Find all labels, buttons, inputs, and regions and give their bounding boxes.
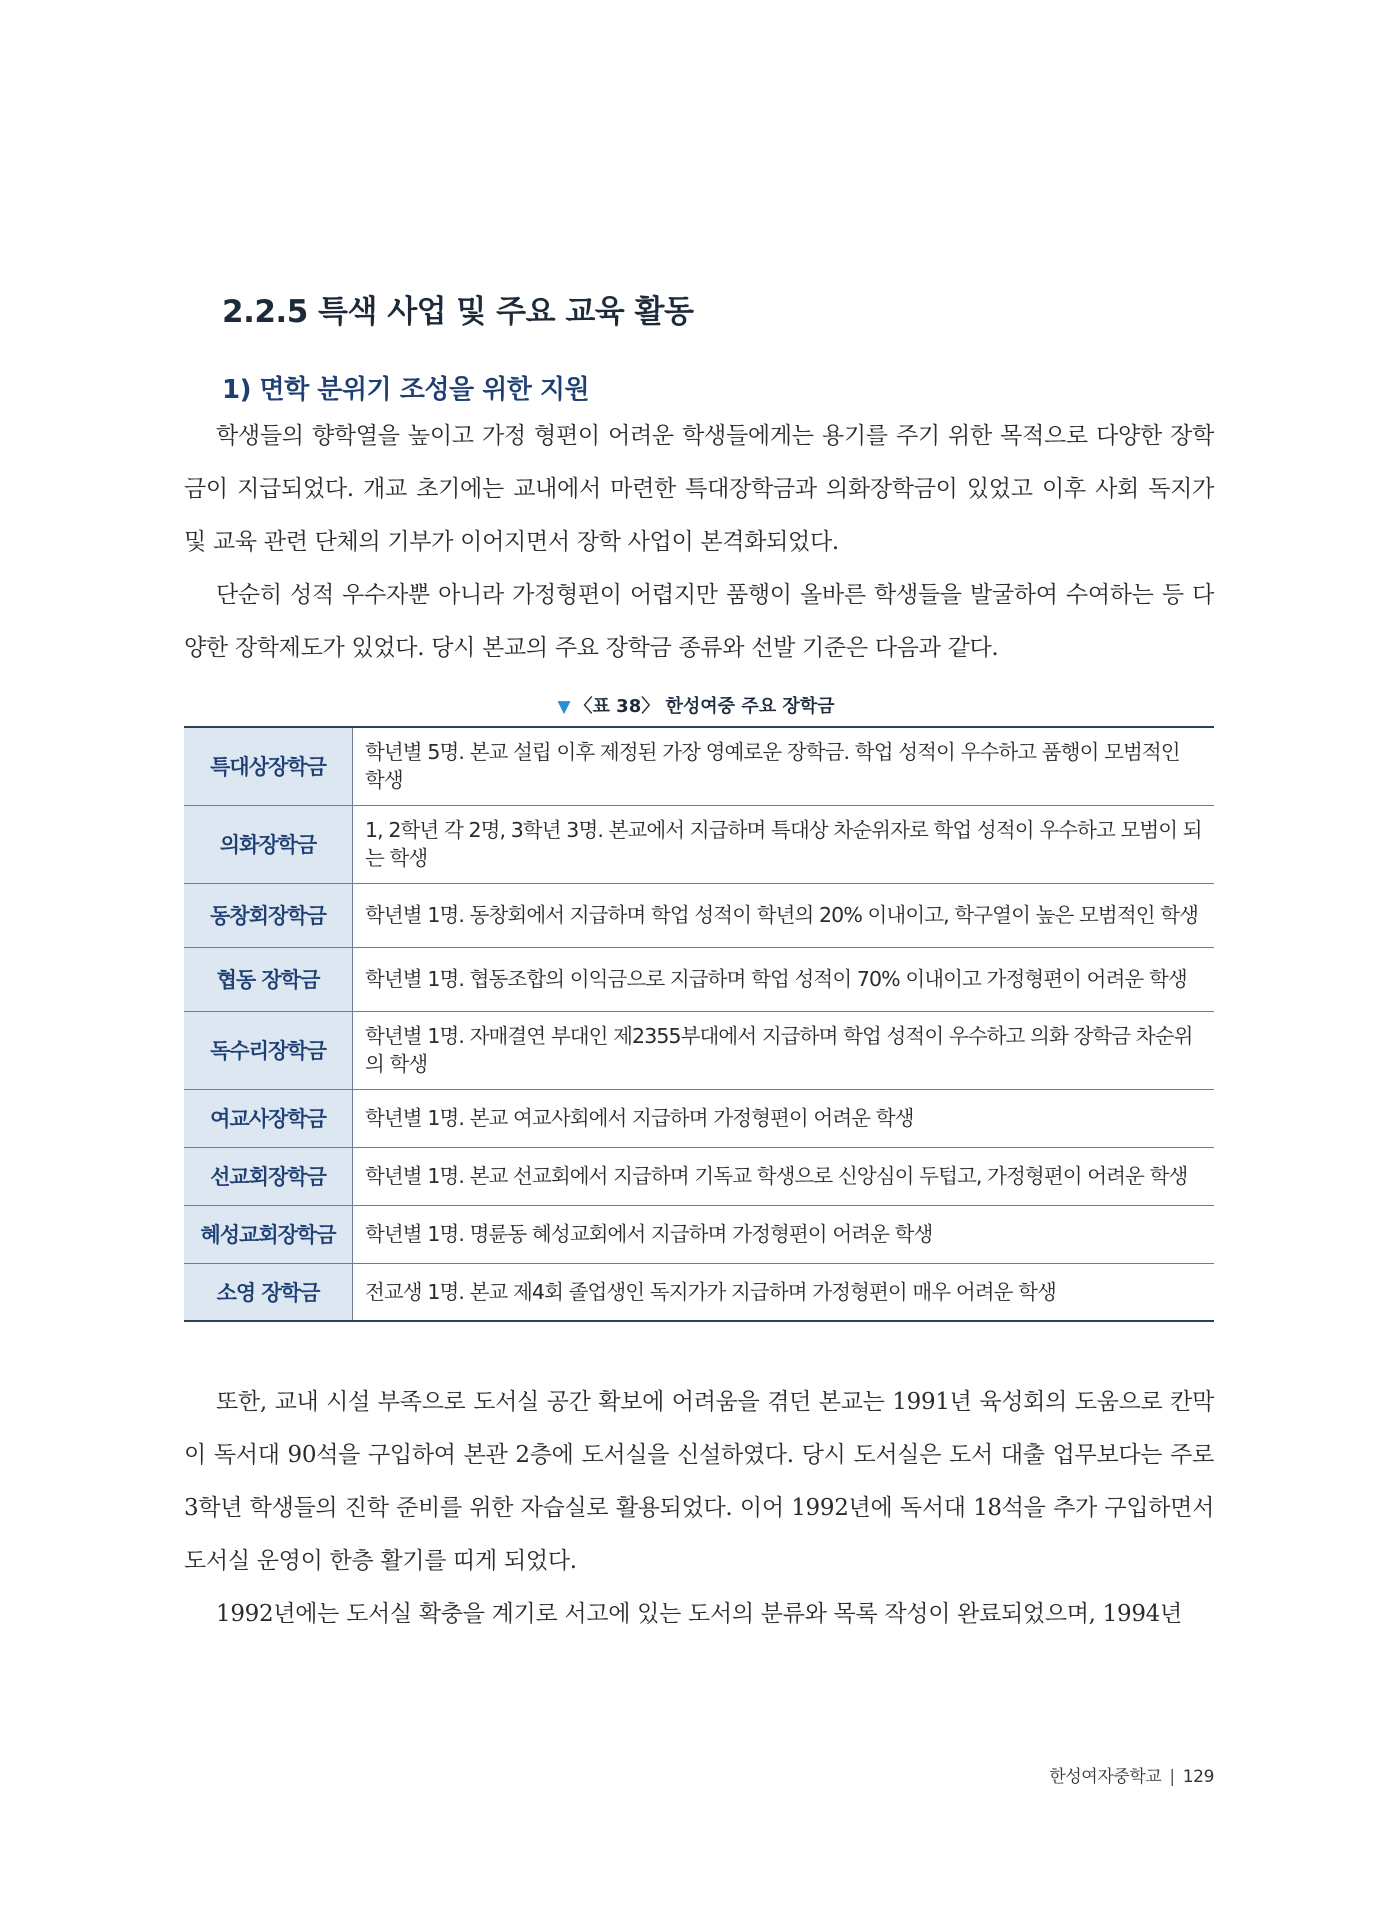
scholarship-name: 여교사장학금 [184,1089,353,1147]
footer-separator: | [1169,1767,1175,1787]
scholarship-desc: 학년별 1명. 동창회에서 지급하며 학업 성적이 학년의 20% 이내이고, 학구열이 높은 모범적인 학생 [365,903,1199,927]
paragraph: 1992년에는 도서실 확충을 계기로 서고에 있는 도서의 분류와 목록 작성이 완료되었으며, 1994년 [216,1601,1182,1627]
table-caption-text: 〈표 38〉 한성여중 주요 장학금 [574,696,835,717]
outro-text [184,1376,1214,1641]
scholarship-desc: 전교생 1명. 본교 제4회 졸업생인 독지가가 지급하며 가정형편이 매우 어려운 학생 [365,1279,1056,1304]
scholarship-name: 선교회장학금 [184,1147,353,1205]
scholarship-table [184,726,1214,1322]
scholarship-name: 협동 장학금 [184,947,353,1011]
subsection-title: 1) 면학 분위기 조성을 위한 지원 [222,375,590,405]
table-caption [0,692,1392,718]
section-title: 2.2.5 특색 사업 및 주요 교육 활동 [222,294,694,330]
scholarship-desc: 학년별 1명. 본교 선교회에서 지급하며 기독교 학생으로 신앙심이 두텁고, 가정형편이 어려운 학생 [365,1164,1188,1188]
scholarship-desc: 학년별 1명. 본교 여교사회에서 지급하며 가정형편이 어려운 학생 [365,1106,914,1130]
paragraph: 단순히 성적 우수자뿐 아니라 가정형편이 어렵지만 품행이 올바른 학생들을 발굴하여 수여하는 등 다양한 장학제도가 있었다. 당시 본교의 주요 장학금 종류와 선발 기준은 다음과 같다. [184,582,1214,661]
table-row [184,727,1214,805]
scholarship-name: 소영 장학금 [184,1263,353,1321]
scholarship-name: 동창회장학금 [184,883,353,947]
scholarship-name: 특대상장학금 [184,727,353,805]
page-number: 129 [1182,1767,1214,1787]
scholarship-name: 의화장학금 [184,805,353,883]
scholarship-name: 혜성교회장학금 [184,1205,353,1263]
table-row [184,805,1214,883]
scholarship-desc: 학년별 1명. 명륜동 혜성교회에서 지급하며 가정형편이 어려운 학생 [365,1222,933,1246]
scholarship-desc: 학년별 1명. 자매결연 부대인 제2355부대에서 지급하며 학업 성적이 우수하고 의화 장학금 차순위의 학생 [365,1024,1193,1076]
scholarship-name: 독수리장학금 [184,1011,353,1089]
scholarship-desc: 학년별 5명. 본교 설립 이후 제정된 가장 영예로운 장학금. 학업 성적이 우수하고 품행이 모범적인 학생 [365,740,1180,793]
table-row [184,1011,1214,1089]
page-footer [1049,1762,1214,1787]
paragraph: 학생들의 향학열을 높이고 가정 형편이 어려운 학생들에게는 용기를 주기 위한 목적으로 다양한 장학금이 지급되었다. 개교 초기에는 교내에서 마련한 특대장학금과 의화장학금이 있었고 이후 사회 독지가 및 교육 관련 단체의 기부가 이어지면서 장학 사업이 본격화되었다. [184,423,1214,555]
table-row [184,1089,1214,1147]
intro-text [184,410,1214,675]
table-row [184,1205,1214,1263]
footer-school-name: 한성여자중학교 [1049,1767,1162,1787]
table-row [184,1147,1214,1205]
triangle-down-icon: ▼ [557,697,571,717]
scholarship-desc: 1, 2학년 각 2명, 3학년 3명. 본교에서 지급하며 특대상 차순위자로 학업 성적이 우수하고 모범이 되는 학생 [365,818,1202,870]
scholarship-desc: 학년별 1명. 협동조합의 이익금으로 지급하며 학업 성적이 70% 이내이고 가정형편이 어려운 학생 [365,967,1187,991]
table-row [184,947,1214,1011]
paragraph: 또한, 교내 시설 부족으로 도서실 공간 확보에 어려움을 겪던 본교는 1991년 육성회의 도움으로 칸막이 독서대 90석을 구입하여 본관 2층에 도서실을 신설하였다. 당시 도서실은 도서 대출 업무보다는 주로 3학년 학생들의 진학 준비를 위한 자습실로 활용되었다. 이어 1992년에 독서대 18석을 추가 구입하면서 도서실 운영이 한층 활기를 띠게 되었다. [184,1389,1214,1574]
table-row [184,1263,1214,1321]
table-row [184,883,1214,947]
